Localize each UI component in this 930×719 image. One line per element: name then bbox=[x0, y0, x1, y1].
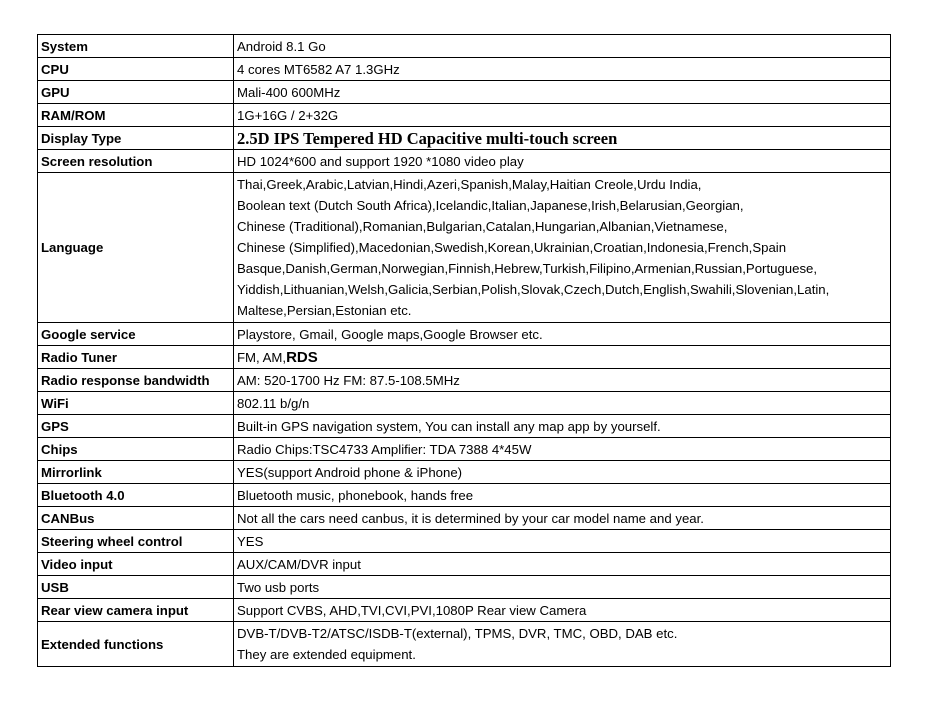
row-radio-bandwidth bbox=[38, 369, 891, 392]
label-extended: Extended functions bbox=[38, 622, 234, 667]
row-steering bbox=[38, 530, 891, 553]
row-bluetooth bbox=[38, 484, 891, 507]
row-cpu bbox=[38, 58, 891, 81]
row-gps bbox=[38, 415, 891, 438]
label-language: Language bbox=[38, 173, 234, 323]
label-display-type: Display Type bbox=[38, 127, 234, 150]
value-extended bbox=[234, 622, 891, 667]
label-system: System bbox=[38, 35, 234, 58]
value-ram-rom: 1G+16G / 2+32G bbox=[234, 104, 891, 127]
label-ram-rom: RAM/ROM bbox=[38, 104, 234, 127]
value-gpu: Mali-400 600MHz bbox=[234, 81, 891, 104]
value-video-input: AUX/CAM/DVR input bbox=[234, 553, 891, 576]
value-mirrorlink: YES(support Android phone & iPhone) bbox=[234, 461, 891, 484]
language-line: Thai,Greek,Arabic,Latvian,Hindi,Azeri,Spanish,Malay,Haitian Creole,Urdu India, bbox=[237, 177, 702, 192]
language-line: Boolean text (Dutch South Africa),Icelandic,Italian,Japanese,Irish,Belarusian,Georgian, bbox=[237, 198, 744, 213]
value-wifi: 802.11 b/g/n bbox=[234, 392, 891, 415]
row-ram-rom bbox=[38, 104, 891, 127]
label-chips: Chips bbox=[38, 438, 234, 461]
value-screen-resolution: HD 1024*600 and support 1920 *1080 video play bbox=[234, 150, 891, 173]
extended-line: DVB-T/DVB-T2/ATSC/ISDB-T(external), TPMS, DVR, TMC, OBD, DAB etc. bbox=[237, 626, 678, 641]
value-canbus: Not all the cars need canbus, it is determined by your car model name and year. bbox=[234, 507, 891, 530]
value-radio-bandwidth: AM: 520-1700 Hz FM: 87.5-108.5MHz bbox=[234, 369, 891, 392]
label-google-service: Google service bbox=[38, 323, 234, 346]
row-canbus bbox=[38, 507, 891, 530]
language-line: Yiddish,Lithuanian,Welsh,Galicia,Serbian,Polish,Slovak,Czech,Dutch,English,Swahili,Slovenian,Latin, bbox=[237, 282, 830, 297]
value-language bbox=[234, 173, 891, 323]
label-radio-tuner: Radio Tuner bbox=[38, 346, 234, 369]
row-language bbox=[38, 173, 891, 323]
row-wifi bbox=[38, 392, 891, 415]
label-bluetooth: Bluetooth 4.0 bbox=[38, 484, 234, 507]
row-screen-resolution bbox=[38, 150, 891, 173]
row-chips bbox=[38, 438, 891, 461]
row-mirrorlink bbox=[38, 461, 891, 484]
value-google-service: Playstore, Gmail, Google maps,Google Browser etc. bbox=[234, 323, 891, 346]
row-display-type bbox=[38, 127, 891, 150]
label-wifi: WiFi bbox=[38, 392, 234, 415]
label-steering: Steering wheel control bbox=[38, 530, 234, 553]
language-line: Chinese (Traditional),Romanian,Bulgarian,Catalan,Hungarian,Albanian,Vietnamese, bbox=[237, 219, 728, 234]
value-cpu: 4 cores MT6582 A7 1.3GHz bbox=[234, 58, 891, 81]
value-chips: Radio Chips:TSC4733 Amplifier: TDA 7388 4*45W bbox=[234, 438, 891, 461]
label-gpu: GPU bbox=[38, 81, 234, 104]
label-canbus: CANBus bbox=[38, 507, 234, 530]
label-screen-resolution: Screen resolution bbox=[38, 150, 234, 173]
value-radio-tuner bbox=[234, 346, 891, 369]
row-system bbox=[38, 35, 891, 58]
value-system: Android 8.1 Go bbox=[234, 35, 891, 58]
row-video-input bbox=[38, 553, 891, 576]
value-bluetooth: Bluetooth music, phonebook, hands free bbox=[234, 484, 891, 507]
row-rear-camera bbox=[38, 599, 891, 622]
language-line: Basque,Danish,German,Norwegian,Finnish,Hebrew,Turkish,Filipino,Armenian,Russian,Portuguese, bbox=[237, 261, 818, 276]
label-radio-bandwidth: Radio response bandwidth bbox=[38, 369, 234, 392]
spec-table bbox=[37, 34, 891, 667]
label-usb: USB bbox=[38, 576, 234, 599]
language-line: Chinese (Simplified),Macedonian,Swedish,Korean,Ukrainian,Croatian,Indonesia,French,Spain bbox=[237, 240, 787, 255]
row-google-service bbox=[38, 323, 891, 346]
radio-tuner-rds: RDS bbox=[286, 348, 318, 366]
row-extended bbox=[38, 622, 891, 667]
label-cpu: CPU bbox=[38, 58, 234, 81]
value-usb: Two usb ports bbox=[234, 576, 891, 599]
label-mirrorlink: Mirrorlink bbox=[38, 461, 234, 484]
label-video-input: Video input bbox=[38, 553, 234, 576]
row-radio-tuner bbox=[38, 346, 891, 369]
row-gpu bbox=[38, 81, 891, 104]
label-rear-camera: Rear view camera input bbox=[38, 599, 234, 622]
row-usb bbox=[38, 576, 891, 599]
extended-line: They are extended equipment. bbox=[237, 647, 416, 662]
radio-tuner-bands: FM, AM, bbox=[237, 349, 287, 365]
value-rear-camera: Support CVBS, AHD,TVI,CVI,PVI,1080P Rear view Camera bbox=[234, 599, 891, 622]
value-display-type: 2.5D IPS Tempered HD Capacitive multi-touch screen bbox=[234, 127, 891, 150]
label-gps: GPS bbox=[38, 415, 234, 438]
value-gps: Built-in GPS navigation system, You can install any map app by yourself. bbox=[234, 415, 891, 438]
language-line: Maltese,Persian,Estonian etc. bbox=[237, 303, 412, 318]
value-steering: YES bbox=[234, 530, 891, 553]
